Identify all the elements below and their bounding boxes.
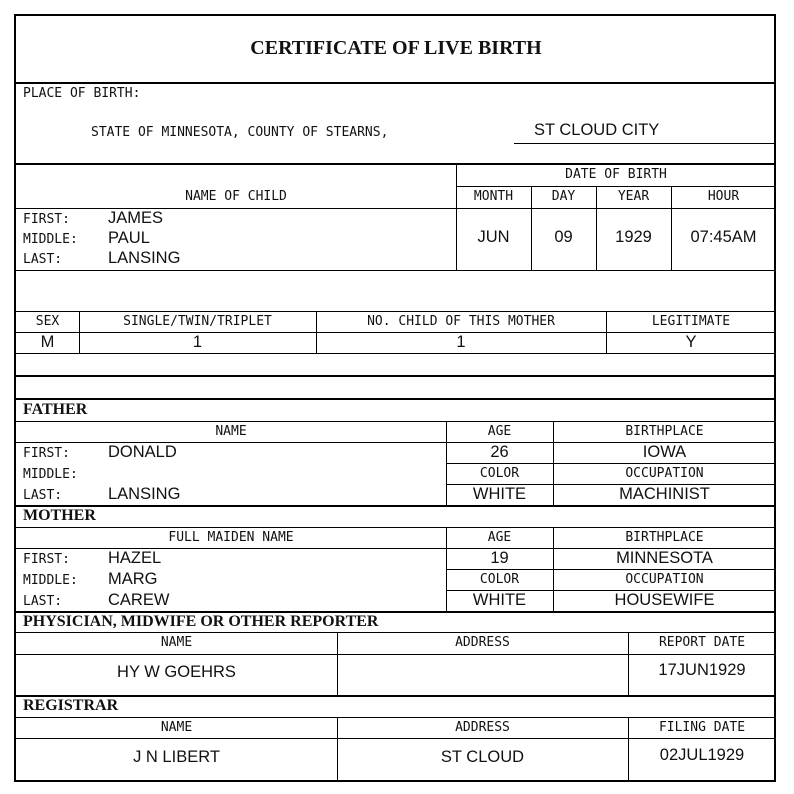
father-birthplace-label: BIRTHPLACE [625, 424, 704, 439]
sex-label: SEX [35, 314, 60, 329]
mother-occupation: HOUSEWIFE [614, 591, 715, 609]
mother-age-label: AGE [487, 530, 512, 545]
mother-middle-label: MIDDLE: [23, 573, 78, 588]
child-last-label: LAST: [23, 252, 63, 267]
divider [16, 738, 776, 739]
state-county-text: STATE OF MINNESOTA, COUNTY OF STEARNS, [91, 125, 389, 140]
physician-name: HY W GOEHRS [117, 663, 236, 681]
divider [16, 311, 776, 312]
father-last-label: LAST: [23, 488, 63, 503]
father-occupation: MACHINIST [619, 485, 710, 503]
physician-name-label: NAME [160, 635, 193, 650]
registrar-name-label: NAME [160, 720, 193, 735]
father-birthplace: IOWA [642, 443, 687, 461]
mother-birthplace-label: BIRTHPLACE [625, 530, 704, 545]
father-age: 26 [490, 443, 509, 461]
father-age-label: AGE [487, 424, 512, 439]
place-of-birth-label: PLACE OF BIRTH: [23, 86, 141, 101]
child-last-name: LANSING [108, 249, 181, 267]
father-section-title: FATHER [23, 401, 88, 418]
father-middle-label: MIDDLE: [23, 467, 78, 482]
child-name-header: NAME OF CHILD [185, 189, 287, 204]
birth-day: 09 [554, 228, 573, 246]
father-first-label: FIRST: [23, 446, 70, 461]
divider [514, 143, 776, 144]
divider [16, 398, 776, 400]
mother-middle-name: MARG [108, 570, 158, 588]
father-name-header: NAME [215, 424, 247, 439]
hour-label: HOUR [707, 189, 740, 204]
mother-color: WHITE [472, 591, 527, 609]
child-order-value: 1 [456, 333, 466, 351]
divider [16, 163, 776, 165]
child-middle-name: PAUL [108, 229, 150, 247]
legitimate-value: Y [685, 333, 697, 351]
divider [16, 527, 776, 528]
birth-month: JUN [477, 228, 510, 246]
registrar-address-label: ADDRESS [455, 720, 510, 735]
plurality-label: SINGLE/TWIN/TRIPLET [123, 314, 272, 329]
year-label: YEAR [617, 189, 650, 204]
mother-birthplace: MINNESOTA [616, 549, 713, 567]
divider [16, 270, 776, 271]
child-first-name: JAMES [108, 209, 164, 227]
divider [16, 695, 776, 697]
sex-value: M [40, 333, 55, 351]
mother-occupation-label: OCCUPATION [625, 572, 704, 587]
divider [16, 375, 776, 377]
child-middle-label: MIDDLE: [23, 232, 78, 247]
father-occupation-label: OCCUPATION [625, 466, 704, 481]
registrar-address: ST CLOUD [440, 748, 525, 766]
mother-first-label: FIRST: [23, 552, 70, 567]
divider [16, 353, 776, 354]
report-date: 17JUN1929 [658, 661, 746, 679]
date-of-birth-header: DATE OF BIRTH [565, 167, 667, 182]
divider [16, 717, 776, 718]
divider [446, 463, 776, 464]
filing-date: 02JUL1929 [659, 746, 745, 764]
divider [16, 82, 776, 84]
mother-color-label: COLOR [479, 572, 520, 587]
day-label: DAY [551, 189, 576, 204]
divider [16, 505, 776, 507]
father-first-name: DONALD [108, 443, 177, 461]
plurality-value: 1 [192, 333, 203, 351]
birth-year: 1929 [615, 228, 652, 246]
divider [456, 186, 776, 187]
registrar-section-title: REGISTRAR [23, 697, 119, 714]
filing-date-label: FILING DATE [658, 720, 746, 735]
divider [16, 421, 776, 422]
birth-city: ST CLOUD CITY [534, 121, 660, 139]
mother-last-name: CAREW [108, 591, 170, 609]
report-date-label: REPORT DATE [658, 635, 746, 650]
father-last-name: LANSING [108, 485, 181, 503]
birth-hour: 07:45AM [690, 228, 757, 246]
child-order-label: NO. CHILD OF THIS MOTHER [367, 314, 555, 329]
mother-last-label: LAST: [23, 594, 63, 609]
mother-first-name: HAZEL [108, 549, 162, 567]
father-color-label: COLOR [479, 466, 520, 481]
month-label: MONTH [473, 189, 514, 204]
mother-name-header: FULL MAIDEN NAME [168, 530, 294, 545]
child-first-label: FIRST: [23, 212, 70, 227]
legitimate-label: LEGITIMATE [651, 314, 731, 329]
divider [16, 632, 776, 633]
physician-address-label: ADDRESS [455, 635, 510, 650]
mother-age: 19 [490, 549, 509, 567]
mother-section-title: MOTHER [23, 507, 96, 524]
physician-section-title: PHYSICIAN, MIDWIFE OR OTHER REPORTER [23, 613, 379, 630]
father-color: WHITE [472, 485, 527, 503]
registrar-name: J N LIBERT [133, 748, 220, 766]
certificate-title: CERTIFICATE OF LIVE BIRTH [250, 37, 542, 59]
divider [446, 569, 776, 570]
divider [16, 654, 776, 655]
